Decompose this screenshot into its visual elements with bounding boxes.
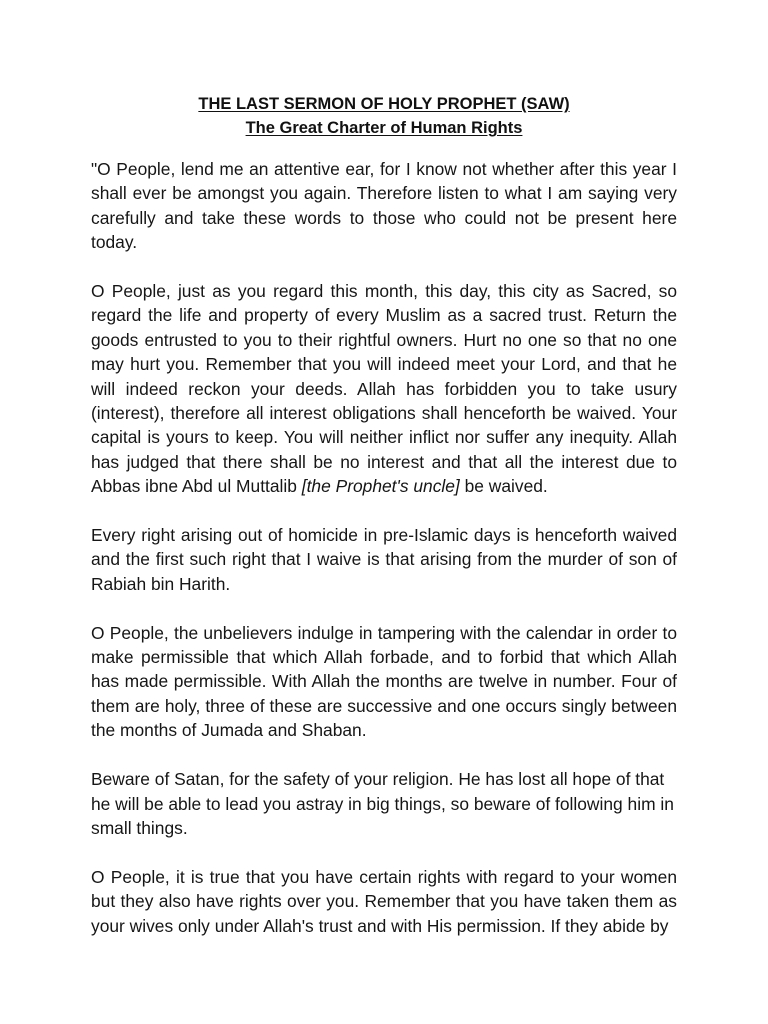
paragraph-text: O People, the unbelievers indulge in tampering with the calendar in order to make permissible that which Allah forbade, and to forbid that which Allah has made permissible. With Allah the months are twelve in number. Four of them are holy, three of these are successive and one occurs singly between the months of Jumada and Shaban. bbox=[91, 622, 677, 741]
paragraph-6 bbox=[91, 865, 677, 938]
paragraph-text: "O People, lend me an attentive ear, for I know not whether after this year I shall ever be amongst you again. Therefore listen to what I am saying very carefully and take these words to those who could not be present here today. bbox=[91, 159, 677, 253]
document-subtitle: The Great Charter of Human Rights bbox=[245, 119, 523, 137]
paragraph-text: O People, it is true that you have certain rights with regard to your women but they also have rights over you. Remember that you have taken them as your wives only under Allah's trust and with His permission. If they abide by bbox=[91, 866, 677, 936]
paragraph-text: be waived. bbox=[459, 476, 548, 497]
paragraph-italic-note: [the Prophet's uncle] bbox=[301, 476, 460, 497]
sermon-body bbox=[91, 157, 677, 962]
title-block bbox=[0, 92, 768, 140]
paragraph-4 bbox=[91, 621, 677, 743]
paragraph-1 bbox=[91, 157, 677, 255]
paragraph-2 bbox=[91, 279, 677, 499]
paragraph-5 bbox=[91, 767, 677, 840]
paragraph-3 bbox=[91, 523, 677, 596]
paragraph-text: Every right arising out of homicide in pre-Islamic days is henceforth waived and the first such right that I waive is that arising from the murder of son of Rabiah bin Harith. bbox=[91, 525, 677, 594]
paragraph-text: O People, just as you regard this month, this day, this city as Sacred, so regard the life and property of every Muslim as a sacred trust. Return the goods entrusted to you to their rightful owners. Hurt no one so that no one may hurt you. Remember that you will indeed meet your Lord, and that he will indeed reckon your deeds. Allah has forbidden you to take usury (interest), therefore all interest obligations shall henceforth be waived. Your capital is yours to keep. You will neither inflict nor suffer any inequity. Allah has judged that there shall be no interest and that all the interest due to Abbas ibne Abd ul Muttalib bbox=[91, 281, 677, 497]
document-title: THE LAST SERMON OF HOLY PROPHET (SAW) bbox=[198, 95, 570, 113]
paragraph-text: Beware of Satan, for the safety of your religion. He has lost all hope of that he will be able to lead you astray in big things, so beware of following him in small things. bbox=[91, 769, 674, 838]
